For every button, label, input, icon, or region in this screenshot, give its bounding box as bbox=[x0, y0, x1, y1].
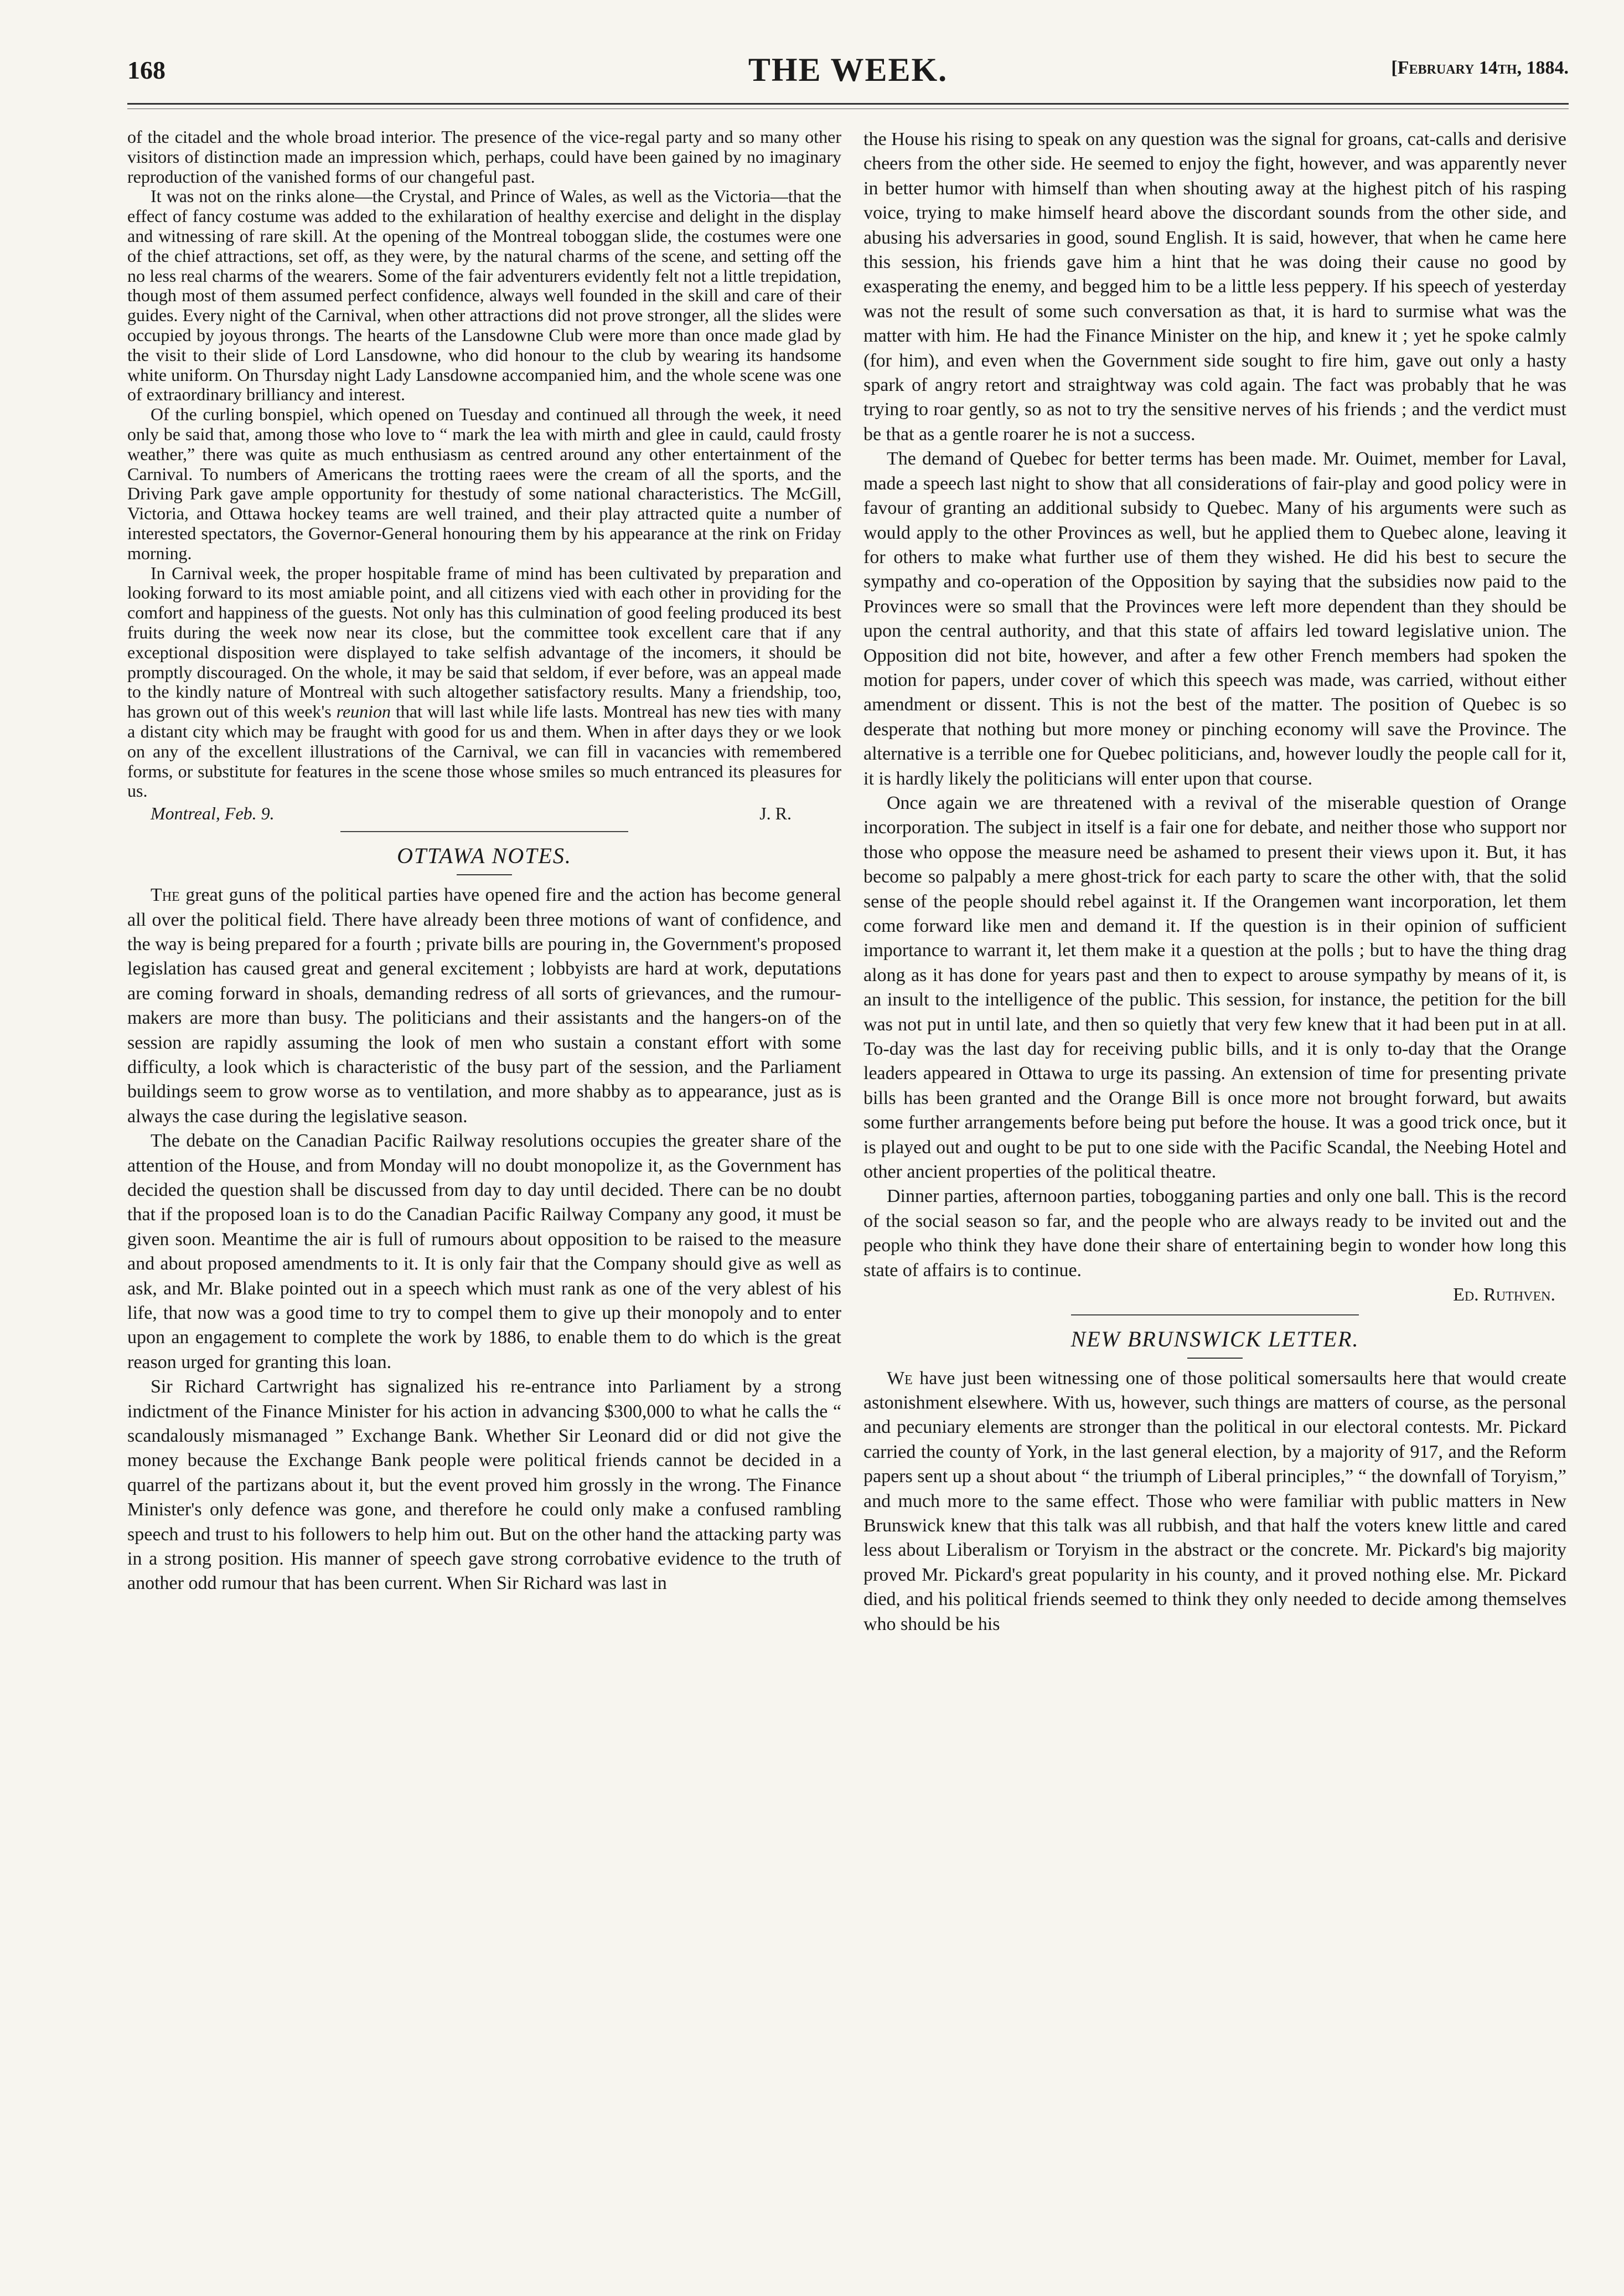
nb-lead-word: We bbox=[887, 1368, 913, 1389]
carnival-paragraph-1: of the citadel and the whole broad interior. The presence of the vice-regal party and so many other visitors of distinction made an impression which, perhaps, could have been gained by no imaginary reproduction of the vanished forms of our changeful past. bbox=[127, 127, 841, 187]
ottawa-signature: Ed. Ruthven. bbox=[1453, 1284, 1555, 1306]
ottawa-cont-paragraph-1: the House his rising to speak on any question was the signal for groans, cat-calls and derisive cheers from the other side. He seemed to enjoy the fight, however, and was apparently never in better humor with himself than when shouting away at the highest pitch of his rasping voice, trying to make himself heard above the discordant sounds from the other side, and abusing his adversaries in good, sound English. It is said, however, that when he came here this session, his friends gave him a hint that he was doing their cause no good by exasperating the enemy, and begged him to be a little less peppery. If his speech of yesterday was not the result of some such conversation as that, it is hard to surmise what was the matter with him. He had the Finance Minister on the hip, and knew it ; yet he spoke calmly (for him), and even when the Government side sought to fire him, gave out only a hasty spark of angry retort and straightway was cold again. The fact was probably that he was trying to roar gently, so as not to try the sensitive nerves of his friends ; and the verdict must be that as a gentle roarer he is not a success. bbox=[863, 129, 1566, 445]
issue-date: [February 14th, 1884. bbox=[1391, 58, 1569, 78]
page-header bbox=[127, 51, 1569, 105]
author-initials: J. R. bbox=[759, 803, 792, 824]
new-brunswick-heading: NEW BRUNSWICK LETTER. bbox=[1070, 1326, 1359, 1351]
heading-rule bbox=[457, 874, 512, 875]
ottawa-paragraph-3: Sir Richard Cartwright has signalized his re-entrance into Parliament by a strong indictment of the Finance Minister for his action in advancing $300,000 to what he calls the “ scandalously mismanaged ” Exchange Bank. Whether Sir Leonard did or did not give the money because the Exchange Bank people were political friends cannot be decided in a quarrel of the partizans about it, but the event proved him grossly in the wrong. The Finance Minister's only defence was gone, and therefore he could only make a confused rambling speech and trust to his followers to help him out. But on the other hand the attacking party was in a strong position. His manner of speech gave strong corrobative evidence to the truth of another odd rumour that has been current. When Sir Richard was last in bbox=[127, 1376, 841, 1594]
carnival-article bbox=[127, 127, 841, 832]
nb-p1-text: have just been witnessing one of those political somersaults here that would create astonishment elsewhere. With us, however, such things are matters of course, as the personal and pecuniary elements are stronger than the political in our electoral contests. Mr. Pickard carried the county of York, in the last general election, by a majority of 917, and the Reform papers sent up a shout about “ the triumph of Liberal principles,” “ the downfall of Toryism,” and much more to the same effect. Those who were familiar with public matters in New Brunswick knew that this talk was all rubbish, and that half the voters knew little and cared less about Liberalism or Toryism in the abstract or the concrete. Mr. Pickard's big majority proved Mr. Pickard's great popularity in his county, and it proved nothing else. Mr. Pickard died, and his political friends seemed to think they only needed to decide among themselves who should be his bbox=[863, 1368, 1566, 1634]
carnival-paragraph-3: Of the curling bonspiel, which opened on Tuesday and continued all through the week, it need only be said that, among those who love to “ mark the lea with mirth and glee in cauld, cauld frosty weather,” there was quite as much enthusiasm as centred around any other entertainment of the Carnival. To numbers of Americans the trotting raees were the cream of all the sports, and the Driving Park gave ample opportunity for thestudy of some national characteristics. The McGill, Victoria, and Ottawa hockey teams are well trained, and their play attracted quite a number of interested spectators, the Governor-General honouring them by his appearance at the rink on Friday morning. bbox=[127, 404, 841, 563]
ottawa-notes-continued bbox=[863, 127, 1566, 1315]
ottawa-notes-article bbox=[127, 883, 841, 1596]
left-column bbox=[127, 127, 841, 1596]
ottawa-signature-row bbox=[863, 1283, 1566, 1307]
carnival-paragraph-4 bbox=[127, 564, 841, 802]
header-rule-thick bbox=[127, 103, 1569, 105]
carnival-p4-text-b: that will last while life lasts. Montreal has new ties with many a distant city which may be fraught with good for us and them. When in after days they or we look on any of the excellent illustrations of the Carnival, we can fill in vacancies with remembered forms, or substitute for features in the scene those whose smiles so much entranced its pleasures for us. bbox=[127, 701, 842, 801]
ottawa-p1-text: great guns of the political parties have opened fire and the action has become general all over the political field. There have already been three motions of want of confidence, and the way is being prepared for a fourth ; private bills are pouring in, the Government's proposed legislation has caused great and general excitement ; lobbyists are hard at work, deputations are coming forward in shoals, demanding redress of all sorts of grievances, and the rumour-makers are more than busy. The politicians and their assistants and the hangers-on of the session are rapidly assuming the look of men who sustain a constant effort with some difficulty, a look which is characteristic of the busy part of the session, and the Parliament buildings seem to grow worse as to ventilation, and more shabby as to appearance, just as is always the case during the legislative season. bbox=[127, 885, 841, 1127]
carnival-p4-text-a: In Carnival week, the proper hospitable frame of mind has been cultivated by preparation and looking forward to its most amiable point, and all citizens vied with each other in providing for the comfort and happiness of the guests. Not only has this culmination of good feeling produced its best fruits during the week now near its close, but the committee took excellent care that if any exceptional disposition were displayed to take selfish advantage of the incomers, it should be promptly discouraged. On the whole, it may be said that seldom, if ever before, was an appeal made to the kindly nature of Montreal with such altogether satisfactory results. Many a friendship, too, has grown out of this week's bbox=[127, 563, 841, 722]
ottawa-lead-word: The bbox=[151, 885, 180, 906]
ottawa-p4-text: Dinner parties, afternoon parties, tobogganing parties and only one ball. This is the record of the social season so far, and the people who are always ready to be invited out and the people who think they have done their share of entertaining begin to wonder how long this state of affairs is to continue. bbox=[863, 1186, 1566, 1281]
article-divider-right bbox=[1071, 1314, 1359, 1315]
right-column bbox=[863, 127, 1566, 1637]
carnival-signature bbox=[127, 802, 841, 824]
dateline: Montreal, Feb. 9. bbox=[151, 803, 275, 824]
ottawa-notes-heading: OTTAWA NOTES. bbox=[397, 843, 572, 869]
page-number: 168 bbox=[127, 56, 165, 84]
ottawa-paragraph-1 bbox=[127, 883, 841, 1129]
new-brunswick-article bbox=[863, 1366, 1566, 1637]
ottawa-cont-paragraph-4 bbox=[863, 1184, 1566, 1283]
ottawa-paragraph-2: The debate on the Canadian Pacific Railway resolutions occupies the greater share of the attention of the House, and from Monday will no doubt monopolize it, as the Government has decided the question shall be discussed from day to day until decided. There can be no doubt that if the proposed loan is to do the Canadian Pacific Railway Company any good, it must be given soon. Meantime the air is full of rumours about opposition to be raised to the measure and about proposed amendments to it. It is only fair that the Company should give as well as ask, and Mr. Blake pointed out in a speech which must rank as one of the very ablest of his life, that now was a good time to try to compel them to give up their monopoly and to enter upon an engagement to complete the work by 1886, to enable them to do which is the great reason urged for granting this loan. bbox=[127, 1131, 841, 1373]
masthead-title: THE WEEK. bbox=[748, 51, 948, 88]
article-divider bbox=[340, 831, 628, 832]
carnival-paragraph-2: It was not on the rinks alone—the Crystal, and Prince of Wales, as well as the Victoria—that the effect of fancy costume was added to the exhilaration of healthy exercise and delight in the display and witnessing of rare skill. At the opening of the Montreal toboggan slide, the costumes were one of the chief attractions, set off, as they were, by the natural charms of the scene, and setting off the no less real charms of the wearers. Some of the fair adventurers evidently felt not a little trepidation, though most of them assumed perfect confidence, always well founded in the skill and care of their guides. Every night of the Carnival, when other attractions did not prove stronger, all the slides were occupied by joyous throngs. The hearts of the Lansdowne Club were more than once made glad by the visit to their slide of Lord Lansdowne, who did honour to the club by wearing its handsome white uniform. On Thursday night Lady Lansdowne accompanied him, and the whole scene was one of extraordinary brilliancy and interest. bbox=[127, 186, 841, 405]
nb-paragraph-1 bbox=[863, 1366, 1566, 1637]
carnival-p4-italic: reunion bbox=[336, 701, 391, 722]
heading-rule-right bbox=[1187, 1358, 1243, 1359]
ottawa-cont-paragraph-2: The demand of Quebec for better terms has been made. Mr. Ouimet, member for Laval, made a speech last night to show that all considerations of fair-play and good policy were in favour of granting an additional subsidy to Quebec. Many of his arguments were such as would apply to the other Provinces as well, but he applied them to Quebec alone, leaving it for others to make what further use of them they wished. He did his best to secure the sympathy and co-operation of the Opposition by saying that the subsidies now paid to the Provinces were so small that the Provinces were left more dependent than they should be upon the central authority, and that this state of affairs led toward legislative union. The Opposition did not bite, however, and after a few other French members had spoken the motion for papers, under cover of which this speech was made, was carried, without either amendment or dissent. This is not the best of the matter. The position of Quebec is so desperate that nothing but more money or pinching economy will save the Province. The alternative is a terrible one for Quebec politicians, and, however loudly the people call for it, it is hardly likely the politicians will enter upon that course. bbox=[863, 448, 1566, 789]
ottawa-cont-paragraph-3: Once again we are threatened with a revival of the miserable question of Orange incorporation. The subject in itself is a fair one for debate, and neither those who support nor those who oppose the measure need be ashamed to present their views upon it. But, it has become so palpably a mere ghost-trick for each party to scare the other with, that the solid sense of the people should rebel against it. If the Orangemen want incorporation, let them come forward like men and demand it. If the question is in their opinion of sufficient importance to warrant it, let them make it a question at the polls ; but to have the thing drag along as it has done for years past and then to expect to arouse sympathy by means of it, is an insult to the intelligence of the public. This session, for instance, the petition for the bill was not put in until late, and then so quietly that very few knew that it had been put in at all. To-day was the last day for receiving public bills, and it is only to-day that the Orange leaders appeared in Ottawa to urge its passing. An extension of time for presenting private bills has been granted and the Orange Bill is once more not brought forward, but awaits some further arrangements before being put before the house. It was a good trick once, but it is played out and ought to be put to one side with the Pacific Scandal, the Neebing Hotel and other ancient properties of the political theatre. bbox=[863, 792, 1566, 1183]
